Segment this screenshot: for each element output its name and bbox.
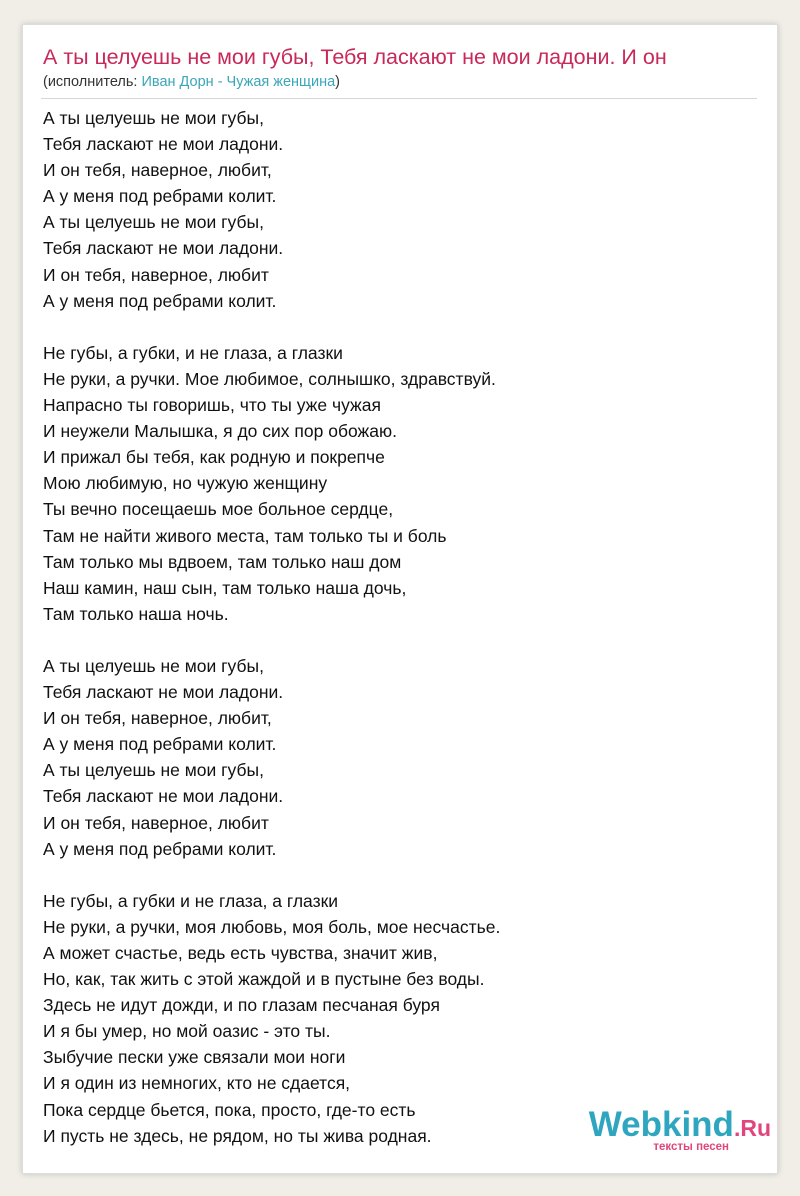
lyric-line: Мою любимую, но чужую женщину [43, 473, 328, 494]
lyric-line: Наш камин, наш сын, там только наша дочь, [43, 577, 407, 598]
lyric-line: Тебя ласкают не мои ладони. [43, 682, 284, 703]
lyric-line: Там не найти живого места, там только ты и боль [43, 525, 447, 546]
lyric-line: Зыбучие пески уже связали мои ноги [43, 1047, 346, 1068]
lyric-line: Напрасно ты говоришь, что ты уже чужая [43, 395, 381, 416]
stanza [43, 888, 500, 1149]
page-title: А ты целуешь не мои губы, Тебя ласкают не мои ладони. И он [43, 45, 667, 69]
stanza [43, 105, 500, 314]
artist-line [43, 73, 767, 91]
lyric-line: А ты целуешь не мои губы, [43, 655, 264, 676]
artist-suffix: ) [335, 74, 340, 90]
lyric-line: Там только наша ночь. [43, 603, 229, 624]
lyric-line: И я один из немногих, кто не сдается, [43, 1073, 351, 1094]
lyric-line: И я бы умер, но мой оазис - это ты. [43, 1021, 331, 1042]
lyric-line: А ты целуешь не мои губы, [43, 108, 264, 128]
lyric-line: Ты вечно посещаешь мое больное сердце, [43, 499, 394, 520]
lyric-line: Там только мы вдвоем, там только наш дом [43, 551, 402, 572]
lyric-line: И он тебя, наверное, любит [43, 264, 269, 285]
stanza [43, 653, 500, 862]
lyric-line: Не руки, а ручки, моя любовь, моя боль, мое несчастье. [43, 916, 501, 937]
webkind-logo[interactable] [588, 1105, 771, 1153]
lyric-line: Тебя ласкают не мои ладони. [43, 238, 284, 259]
lyric-line: А ты целуешь не мои губы, [43, 212, 264, 233]
lyric-line: Здесь не идут дожди, и по глазам песчаная буря [43, 995, 440, 1016]
lyric-line: И он тебя, наверное, любит [43, 812, 269, 833]
lyrics-card [22, 24, 778, 1174]
header [43, 44, 767, 91]
lyrics-text [43, 105, 500, 1149]
stanza [43, 340, 500, 627]
lyric-line: А у меня под ребрами колит. [43, 186, 277, 207]
lyric-line: И прижал бы тебя, как родную и покрепче [43, 447, 385, 468]
lyric-line: И неужели Малышка, я до сих пор обожаю. [43, 421, 397, 442]
lyric-line: Но, как, так жить с этой жаждой и в пустыне без воды. [43, 969, 485, 990]
lyric-line: Пока сердце бьется, пока, просто, где-то есть [43, 1099, 416, 1120]
lyric-line: И он тебя, наверное, любит, [43, 708, 272, 729]
lyric-line: Тебя ласкают не мои ладони. [43, 786, 284, 807]
lyric-line: А у меня под ребрами колит. [43, 838, 277, 859]
artist-prefix: (исполнитель: [43, 74, 142, 90]
lyric-line: И он тебя, наверное, любит, [43, 160, 272, 181]
logo-brand: Webkind [588, 1105, 734, 1144]
lyric-line: А у меня под ребрами колит. [43, 734, 277, 755]
logo-tagline: тексты песен [653, 1141, 729, 1153]
lyric-line: А ты целуешь не мои губы, [43, 760, 264, 781]
divider [41, 98, 757, 99]
logo-tld: .Ru [733, 1115, 771, 1141]
artist-song-link[interactable]: Иван Дорн - Чужая женщина [141, 74, 336, 90]
lyric-line: Не губы, а губки, и не глаза, а глазки [43, 342, 343, 363]
lyric-line: А может счастье, ведь есть чувства, значит жив, [43, 943, 438, 963]
lyric-line: Не губы, а губки и не глаза, а глазки [43, 890, 339, 911]
lyric-line: И пусть не здесь, не рядом, но ты жива родная. [43, 1125, 432, 1146]
lyric-line: А у меня под ребрами колит. [43, 290, 277, 311]
lyric-line: Тебя ласкают не мои ладони. [43, 134, 284, 155]
lyric-line: Не руки, а ручки. Мое любимое, солнышко, здравствуй. [43, 368, 496, 389]
